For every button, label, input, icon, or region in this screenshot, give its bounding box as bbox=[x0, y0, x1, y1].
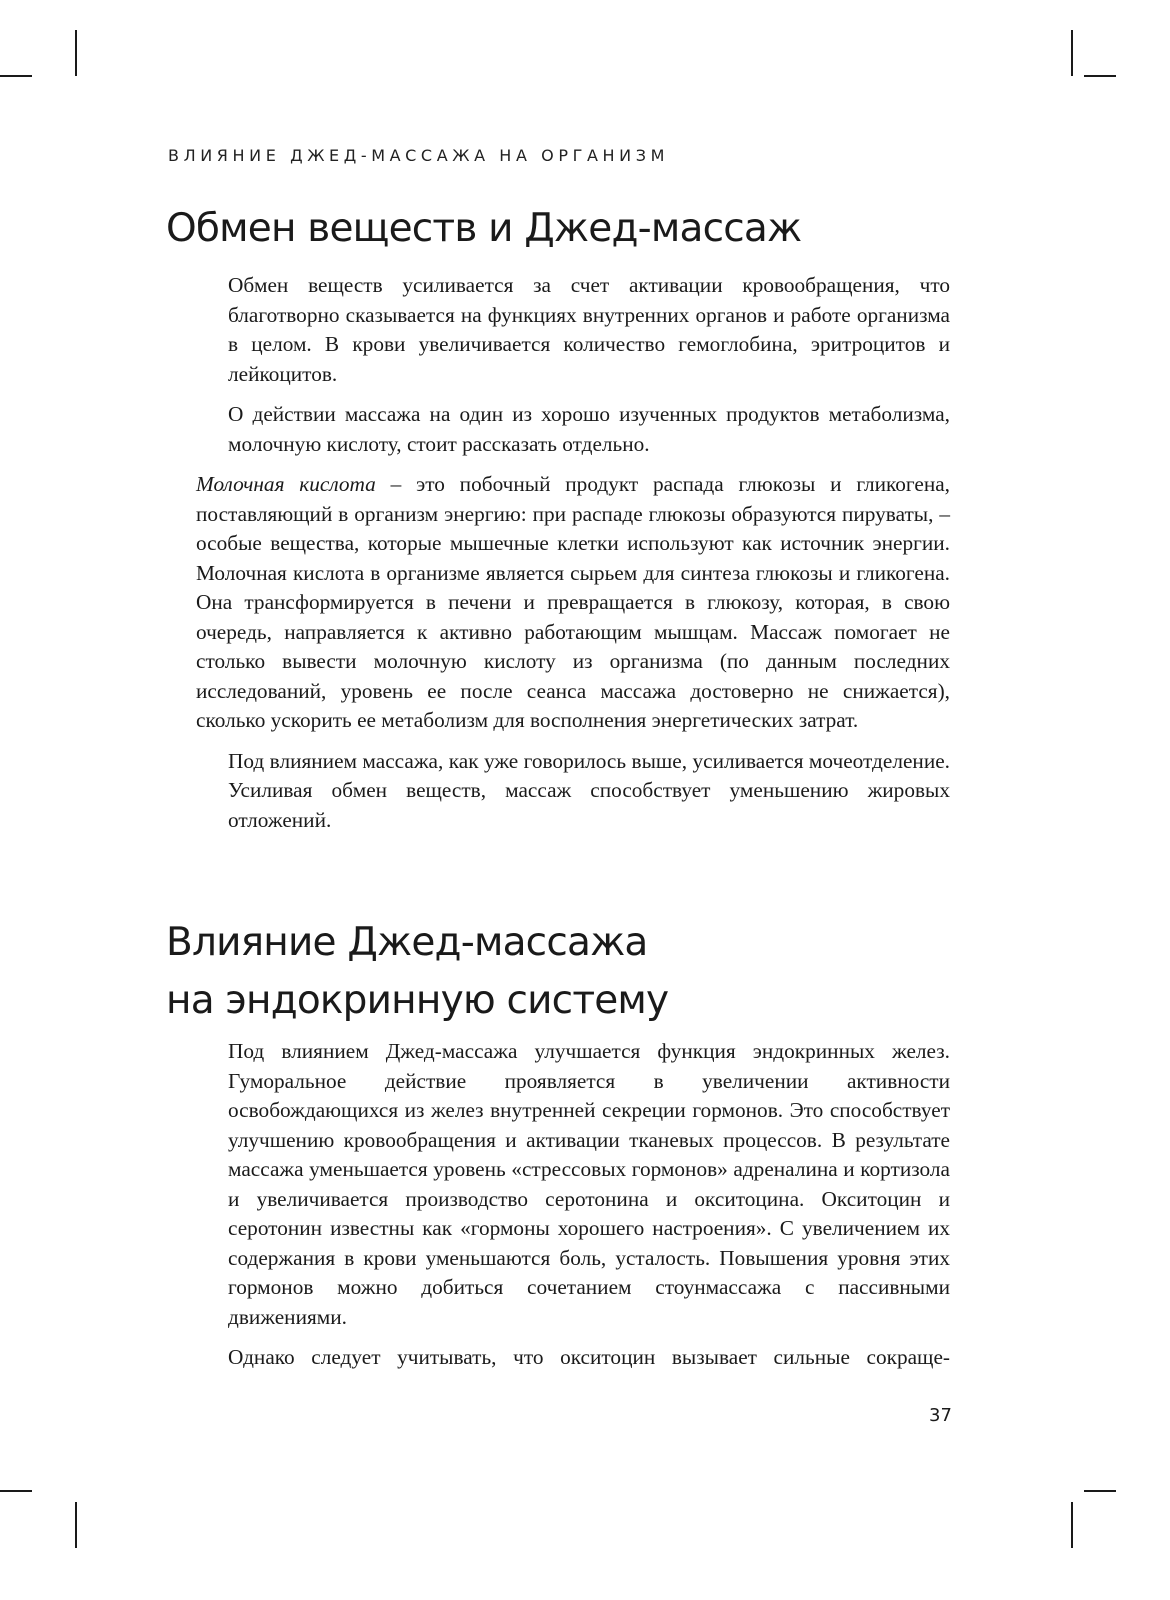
definition-term: Молочная кислота bbox=[196, 472, 376, 496]
section-heading-line: на эндокринную систему bbox=[166, 978, 669, 1023]
paragraph: О действии массажа на один из хорошо изученных продуктов метаболизма, молочную кислоту, стоит рассказать отдельно. bbox=[228, 402, 950, 456]
crop-mark-top-left-vertical bbox=[75, 30, 77, 76]
crop-mark-bottom-right-horizontal bbox=[1084, 1490, 1116, 1492]
section-heading-metabolism: Обмен веществ и Джед-массаж bbox=[166, 206, 802, 251]
page-number: 37 bbox=[929, 1405, 952, 1426]
section-heading-endocrine bbox=[166, 914, 668, 1030]
crop-mark-bottom-left-horizontal bbox=[0, 1490, 32, 1492]
crop-mark-bottom-right-vertical bbox=[1071, 1502, 1073, 1548]
crop-mark-bottom-left-vertical bbox=[75, 1502, 77, 1548]
definition-paragraph bbox=[196, 470, 950, 736]
section-body-endocrine bbox=[228, 1037, 950, 1373]
running-head: ВЛИЯНИЕ ДЖЕД-МАССАЖА НА ОРГАНИЗМ bbox=[168, 146, 669, 165]
definition-text: – это побочный продукт распада глюкозы и гликогена, поставляющий в организм энергию: при распаде глюкозы образуются пируваты, – особые вещества, которые мышечные клетки используют как источник энергии. Молочная кислота в организме является сырьем для синтеза глюкозы и гликогена. Она трансформируется в печени и превращается в глюкозу, которая, в свою очередь, направляется к активно работающим мышцам. Массаж помогает не столько вывести молочную кислоту из организма (по данным последних исследований, уровень ее после сеанса массажа достоверно не снижается), сколько ускорить ее метаболизм для восполнения энергетических затрат. bbox=[196, 472, 950, 732]
section-body-metabolism bbox=[196, 271, 950, 835]
paragraph: Под влиянием Джед-массажа улучшается функция эндокринных желез. Гуморальное действие проявляется в увеличении активности освобождающихся из желез внутренней секреции гормонов. Это способствует улучшению кровообращения и активации тканевых процессов. В результате массажа уменьшается уровень «стрессовых гормонов» адреналина и кортизола и увеличивается производство серотонина и окситоцина. Окситоцин и серотонин известны как «гормоны хорошего настроения». С увеличением их содержания в крови уменьшаются боль, усталость. Повышения уровня этих гормонов можно добиться сочетанием стоунмассажа с пассивными движениями. bbox=[228, 1039, 950, 1329]
paragraph: Под влиянием массажа, как уже говорилось выше, усиливается мочеотделение. Усиливая обмен веществ, массаж способствует уменьшению жировых отложений. bbox=[228, 748, 950, 832]
section-heading-line: Влияние Джед-массажа bbox=[166, 920, 648, 965]
paragraph: Однако следует учитывать, что окситоцин вызывает сильные сокраще- bbox=[228, 1345, 950, 1369]
crop-mark-top-right-vertical bbox=[1071, 30, 1073, 76]
crop-mark-top-left-horizontal bbox=[0, 75, 32, 77]
paragraph: Обмен веществ усиливается за счет активации кровообращения, что благотворно сказывается на функциях внутренних органов и работе организма в целом. В крови увеличивается количество гемоглобина, эритроцитов и лейкоцитов. bbox=[228, 273, 950, 386]
crop-mark-top-right-horizontal bbox=[1084, 75, 1116, 77]
